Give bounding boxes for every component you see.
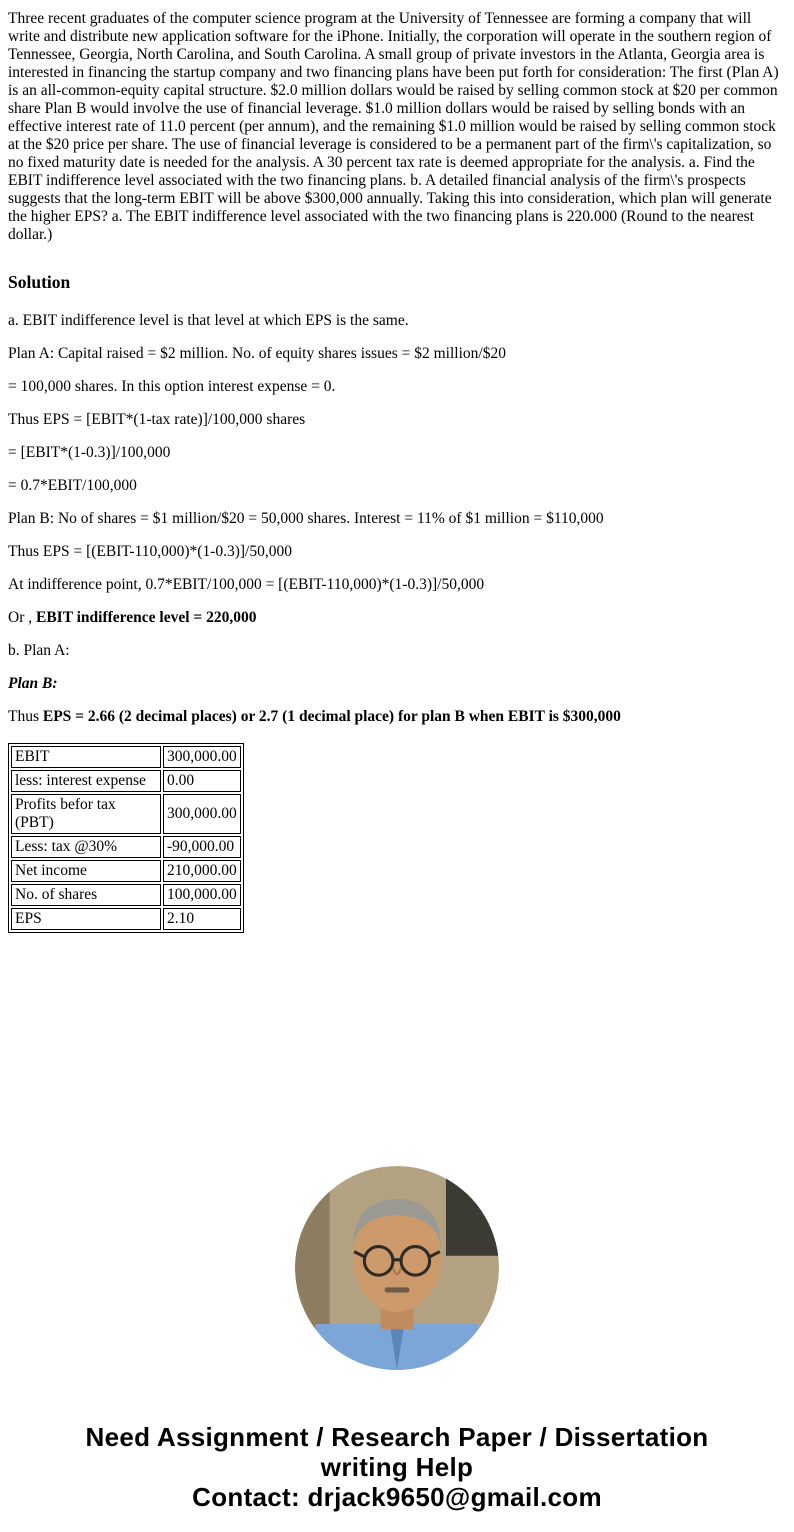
- solution-step: Plan A: Capital raised = $2 million. No. of equity shares issues = $2 million/$20: [8, 344, 506, 362]
- row-label-cell: No. of shares: [11, 884, 161, 906]
- footer-heading-line1: Need Assignment / Research Paper / Dissertation: [85, 1422, 709, 1453]
- footer-help-block: [8, 1422, 786, 1512]
- indifference-prefix: Or ,: [8, 608, 36, 626]
- solution-step: = [EBIT*(1-0.3)]/100,000: [8, 443, 171, 461]
- table-row: [11, 908, 241, 930]
- row-value-cell: 2.10: [163, 908, 241, 930]
- solution-step: a. EBIT indifference level is that level at which EPS is the same.: [8, 311, 409, 329]
- tutor-photo: [295, 1166, 499, 1370]
- plan-a-line: b. Plan A:: [8, 641, 70, 659]
- eps-result-line: [8, 708, 786, 726]
- solution-heading: Solution: [8, 271, 71, 292]
- solution-step: Plan B: No of shares = $1 million/$20 = 50,000 shares. Interest = 11% of $1 million = $110,000: [8, 509, 604, 527]
- row-label-cell: Profits befor tax (PBT): [11, 794, 161, 834]
- person-portrait-icon: [295, 1166, 499, 1370]
- indifference-result: EBIT indifference level = 220,000: [35, 608, 257, 626]
- eps-prefix: Thus: [8, 707, 43, 725]
- contact-line: Contact: drjack9650@gmail.com: [192, 1482, 602, 1513]
- row-value-cell: -90,000.00: [163, 836, 241, 858]
- solution-step: Thus EPS = [EBIT*(1-tax rate)]/100,000 shares: [8, 410, 306, 428]
- table-row: [11, 794, 241, 834]
- indifference-result-line: [8, 609, 786, 627]
- row-value-cell: 100,000.00: [163, 884, 241, 906]
- row-label-cell: EBIT: [11, 746, 161, 768]
- solution-step: = 100,000 shares. In this option interest expense = 0.: [8, 377, 336, 395]
- table-row: [11, 770, 241, 792]
- row-label-cell: Net income: [11, 860, 161, 882]
- eps-result: EPS = 2.66 (2 decimal places) or 2.7 (1 decimal place) for plan B when EBIT is $300,000: [42, 707, 621, 725]
- table-row: [11, 746, 241, 768]
- problem-statement: Three recent graduates of the computer science program at the University of Tennessee are forming a company that will write and distribute new application software for the iPhone. Initially, the corporation will operate in the southern region of Tennessee, Georgia, North Carolina, and South Carolina. A small group of private investors in the Atlanta, Georgia area is interested in financing the startup company and two financing plans have been put forth for consideration: The first (Plan A) is an all-common-equity capital structure. $2.0 million dollars would be raised by selling common stock at $20 per common share Plan B would involve the use of financial leverage. $1.0 million dollars would be raised by selling bonds with an effective interest rate of 11.0 percent (per annum), and the remaining $1.0 million would be raised by selling common stock at the $20 price per share. The use of financial leverage is considered to be a permanent part of the firm\'s capitalization, so no fixed maturity date is needed for the analysis. A 30 percent tax rate is deemed appropriate for the analysis. a. Find the EBIT indifference level associated with the two financing plans. b. A detailed financial analysis of the firm\'s prospects suggests that the long-term EBIT will be above $300,000 annually. Taking this into consideration, which plan will generate the higher EPS? a. The EBIT indifference level associated with the two financing plans is 220.000 (Round to the nearest dollar.): [8, 10, 779, 243]
- plan-b-heading: Plan B:: [8, 674, 58, 692]
- footer-heading-line2: writing Help: [320, 1452, 474, 1483]
- row-label-cell: Less: tax @30%: [11, 836, 161, 858]
- table-row: [11, 860, 241, 882]
- solution-step: Thus EPS = [(EBIT-110,000)*(1-0.3)]/50,000: [8, 542, 292, 560]
- row-value-cell: 0.00: [163, 770, 241, 792]
- solution-step: At indifference point, 0.7*EBIT/100,000 = [(EBIT-110,000)*(1-0.3)]/50,000: [8, 575, 485, 593]
- solution-step: = 0.7*EBIT/100,000: [8, 476, 137, 494]
- row-label-cell: less: interest expense: [11, 770, 161, 792]
- row-value-cell: 300,000.00: [163, 794, 241, 834]
- table-row: [11, 836, 241, 858]
- row-value-cell: 300,000.00: [163, 746, 241, 768]
- table-row: [11, 884, 241, 906]
- row-value-cell: 210,000.00: [163, 860, 241, 882]
- results-table: [8, 743, 244, 933]
- row-label-cell: EPS: [11, 908, 161, 930]
